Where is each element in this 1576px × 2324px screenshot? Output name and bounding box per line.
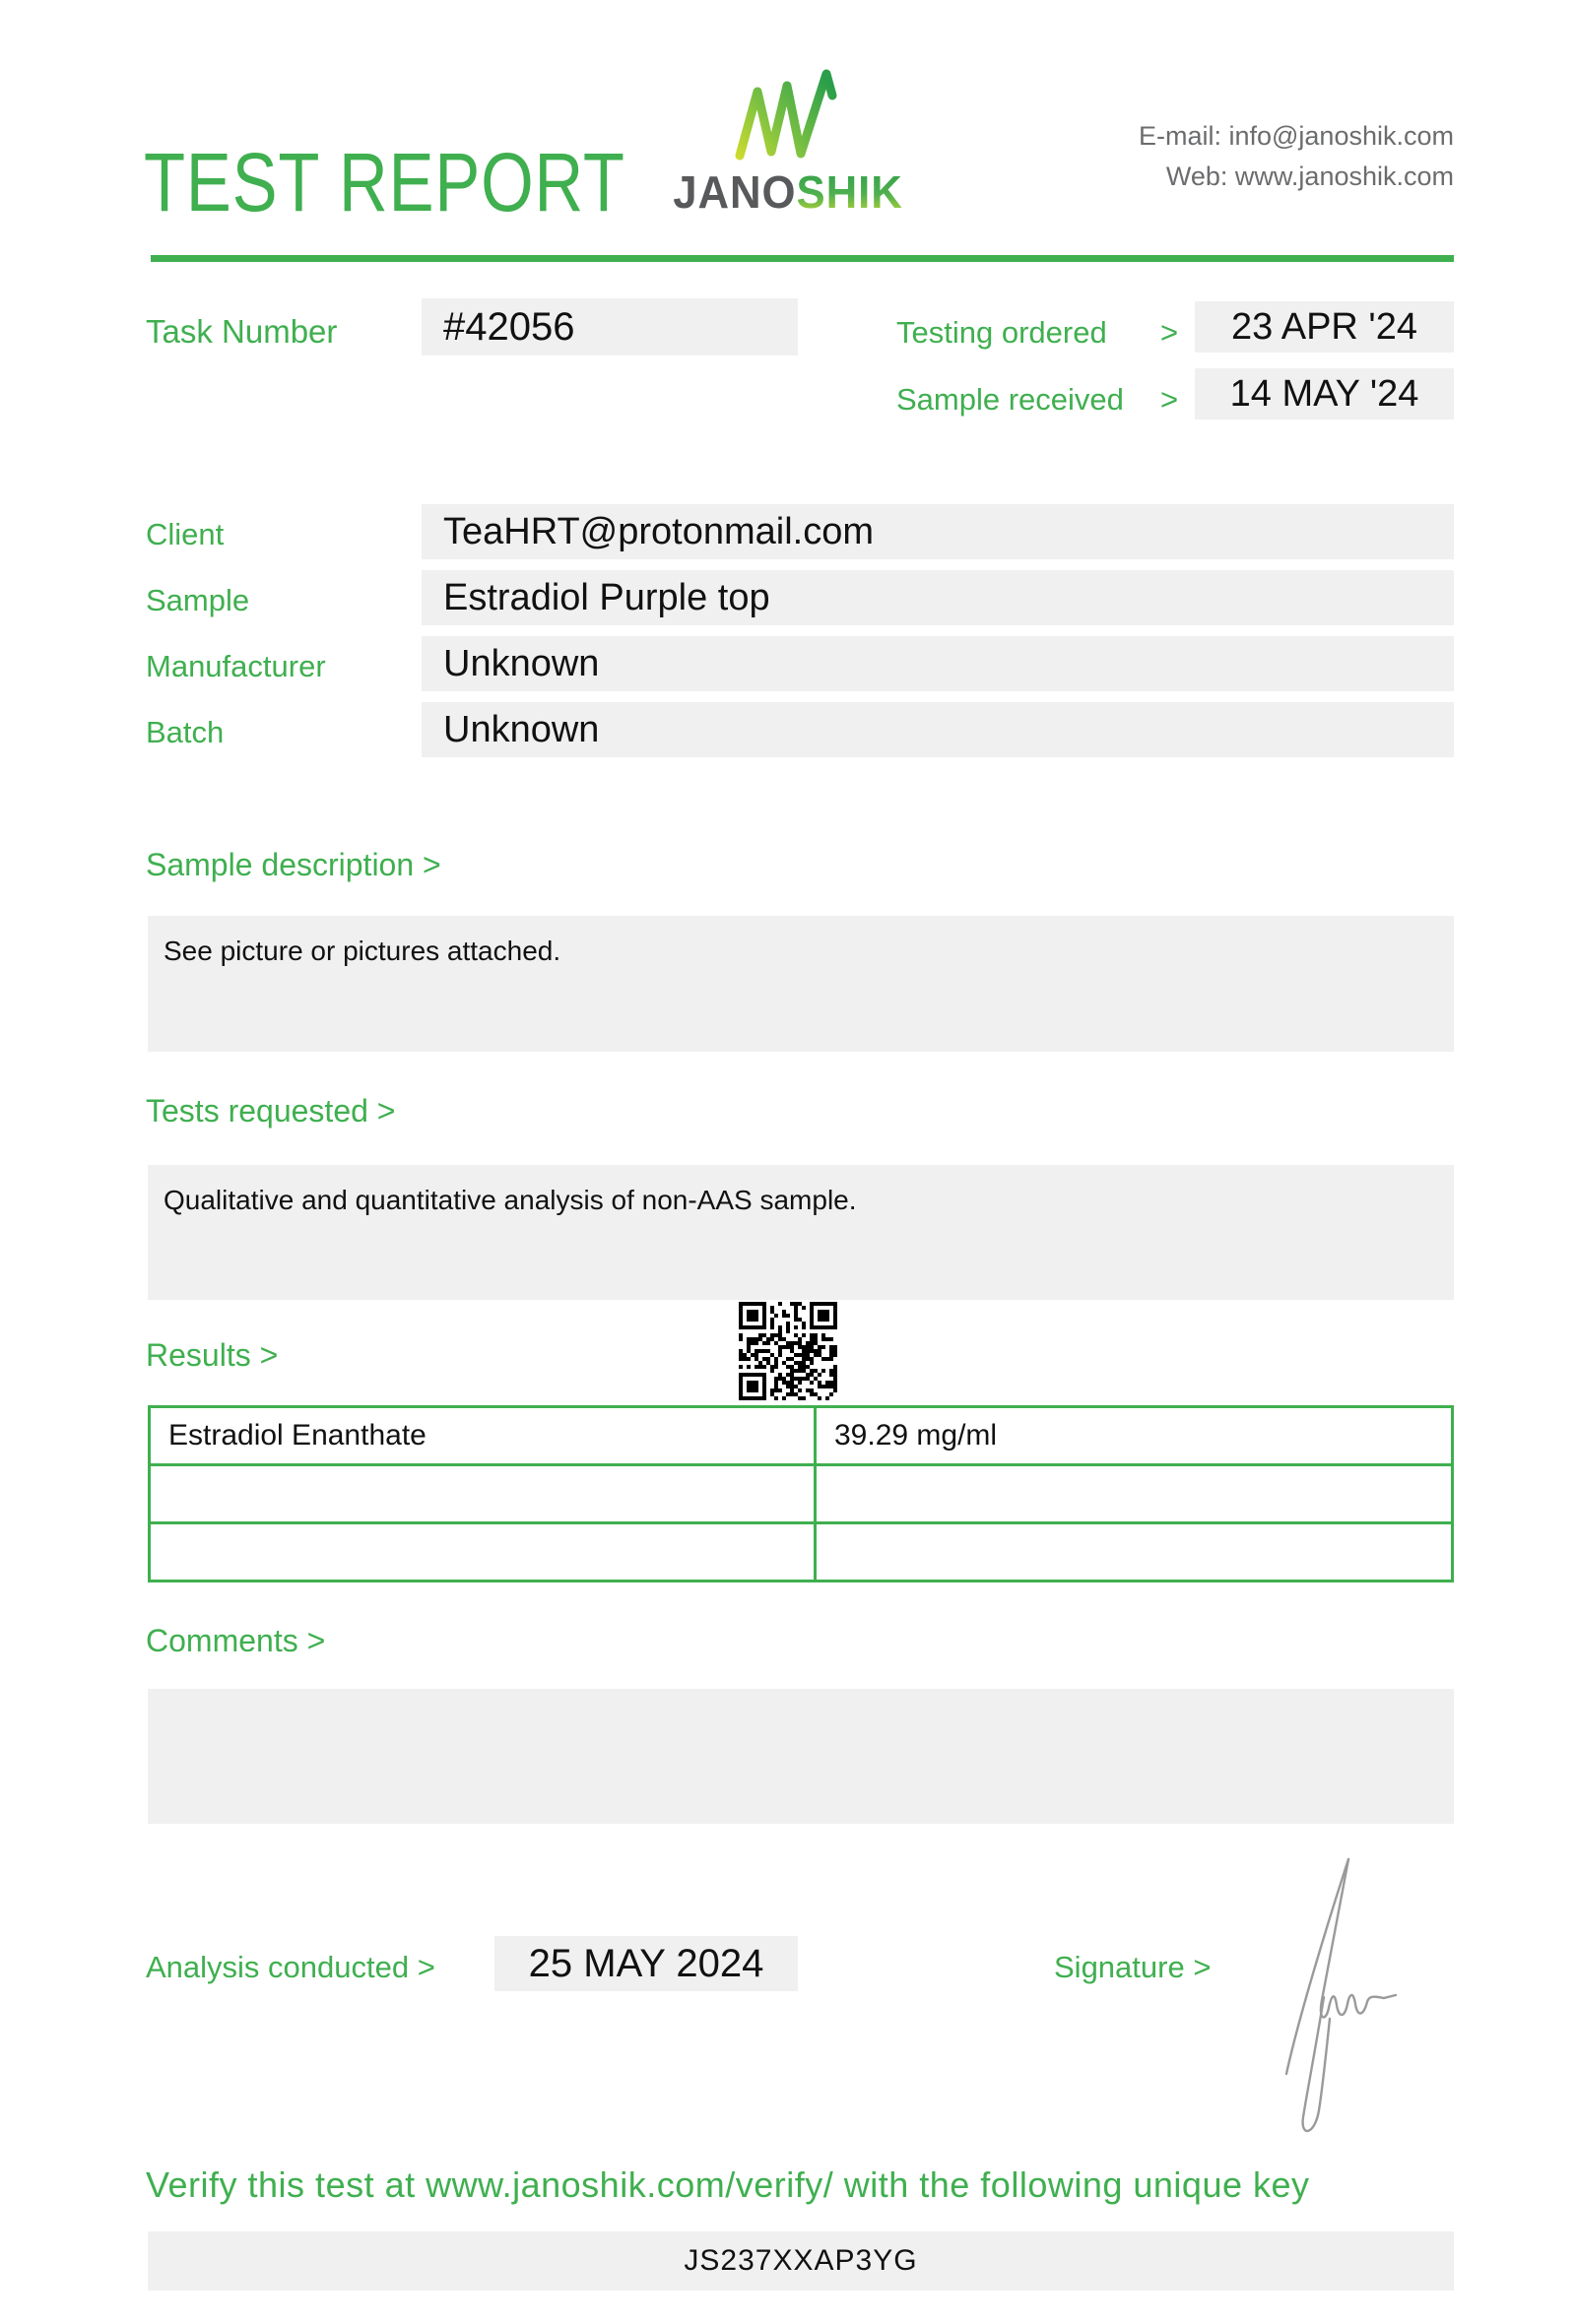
task-number-label: Task Number [146,313,338,350]
janoshik-logo [640,65,936,219]
task-number-value: #42056 [422,298,798,355]
contact-email: E-mail: info@janoshik.com [1138,121,1454,151]
analysis-conducted-date: 25 MAY 2024 [494,1936,798,1991]
comments-box [148,1689,1454,1824]
sample-description-text: See picture or pictures attached. [164,936,561,966]
chart-line-icon [733,65,843,163]
results-row [150,1465,1453,1523]
verify-heading: Verify this test at www.janoshik.com/verify/ with the following unique key [146,2164,1310,2205]
results-table [148,1405,1454,1582]
testing-ordered-date: 23 APR '24 [1195,301,1454,353]
results-heading: Results > [146,1337,279,1373]
sample-description-box [148,916,1454,1052]
comments-heading: Comments > [146,1623,326,1658]
result-value: 39.29 mg/ml [816,1407,1453,1465]
batch-value: Unknown [422,702,1454,757]
analysis-conducted-label: Analysis conducted > [146,1950,435,1984]
manufacturer-label: Manufacturer [146,649,326,683]
manufacturer-value: Unknown [422,636,1454,691]
result-substance [150,1523,816,1582]
testing-ordered-label: Testing ordered [896,315,1107,350]
qr-code [739,1302,837,1400]
contact-block [1139,116,1454,197]
tests-requested-text: Qualitative and quantitative analysis of non-AAS sample. [164,1185,857,1215]
result-value [816,1465,1453,1523]
client-label: Client [146,517,225,551]
result-substance: Estradiol Enanthate [150,1407,816,1465]
header-divider [151,255,1454,262]
contact-web: Web: www.janoshik.com [1165,161,1454,191]
logo-text-jano: JANO [673,166,797,218]
result-value [816,1523,1453,1582]
results-row [150,1407,1453,1465]
sample-value: Estradiol Purple top [422,570,1454,625]
sample-received-arrow-icon: > [1160,382,1179,417]
sample-label: Sample [146,583,250,617]
batch-label: Batch [146,715,225,749]
logo-text-shik: SHIK [796,166,903,218]
signature-scribble [1259,1849,1402,2145]
signature-label: Signature > [1054,1950,1212,1984]
results-row [150,1523,1453,1582]
page-title: TEST REPORT [144,136,625,228]
sample-received-date: 14 MAY '24 [1195,368,1454,420]
sample-received-label: Sample received [896,382,1124,417]
sample-description-heading: Sample description > [146,847,441,882]
logo-wordmark [648,165,929,219]
client-value: TeaHRT@protonmail.com [422,504,1454,559]
verify-key: JS237XXAP3YG [148,2231,1454,2291]
result-substance [150,1465,816,1523]
testing-ordered-arrow-icon: > [1160,315,1179,350]
tests-requested-heading: Tests requested > [146,1093,396,1129]
tests-requested-box [148,1165,1454,1300]
